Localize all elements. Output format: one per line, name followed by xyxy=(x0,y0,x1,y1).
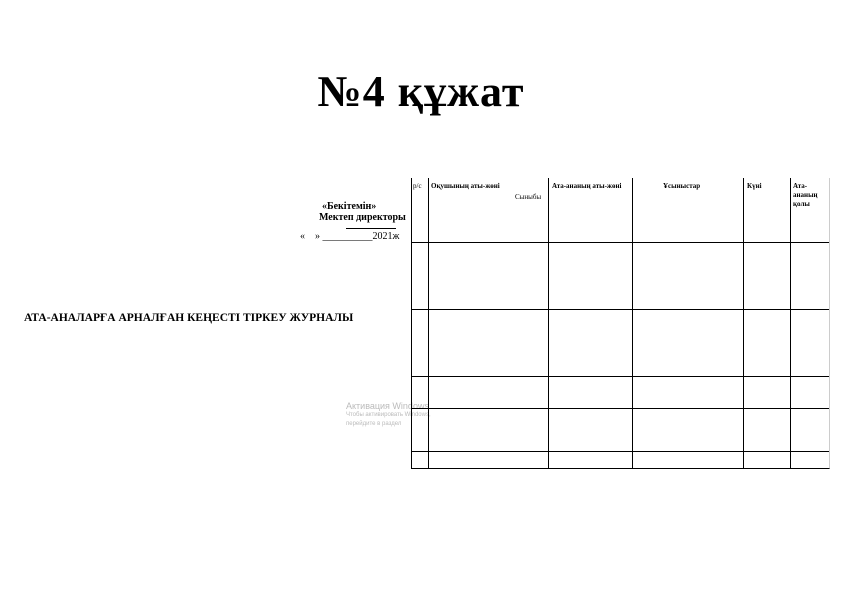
page-title: №4 құжат xyxy=(317,67,525,116)
watermark-line1: Активация Windows xyxy=(346,401,429,411)
approval-date: « » __________2021ж xyxy=(300,231,400,242)
registration-table xyxy=(411,178,830,469)
header-parent-signature: Ата-ананың қолы xyxy=(793,182,818,208)
header-class: Сыныбы xyxy=(515,193,542,201)
header-date: Күні xyxy=(747,182,762,190)
approval-line2: Мектеп директоры xyxy=(319,212,406,223)
header-number: р/с xyxy=(413,182,422,190)
watermark-line2: Чтобы активировать Windows, xyxy=(346,412,431,418)
signature-line xyxy=(346,228,396,229)
watermark-line3: перейдите в раздел xyxy=(346,421,402,427)
header-student-name: Оқушының аты-жөні xyxy=(431,182,500,190)
header-recommendations: Ұсыныстар xyxy=(663,182,701,190)
journal-title: АТА-АНАЛАРҒА АРНАЛҒАН КЕҢЕСТІ ТІРКЕУ ЖУРНАЛЫ xyxy=(24,312,354,324)
header-parent-name: Ата-ананың аты-жөні xyxy=(552,182,622,190)
approval-line1: «Бекітемін» xyxy=(322,201,377,212)
